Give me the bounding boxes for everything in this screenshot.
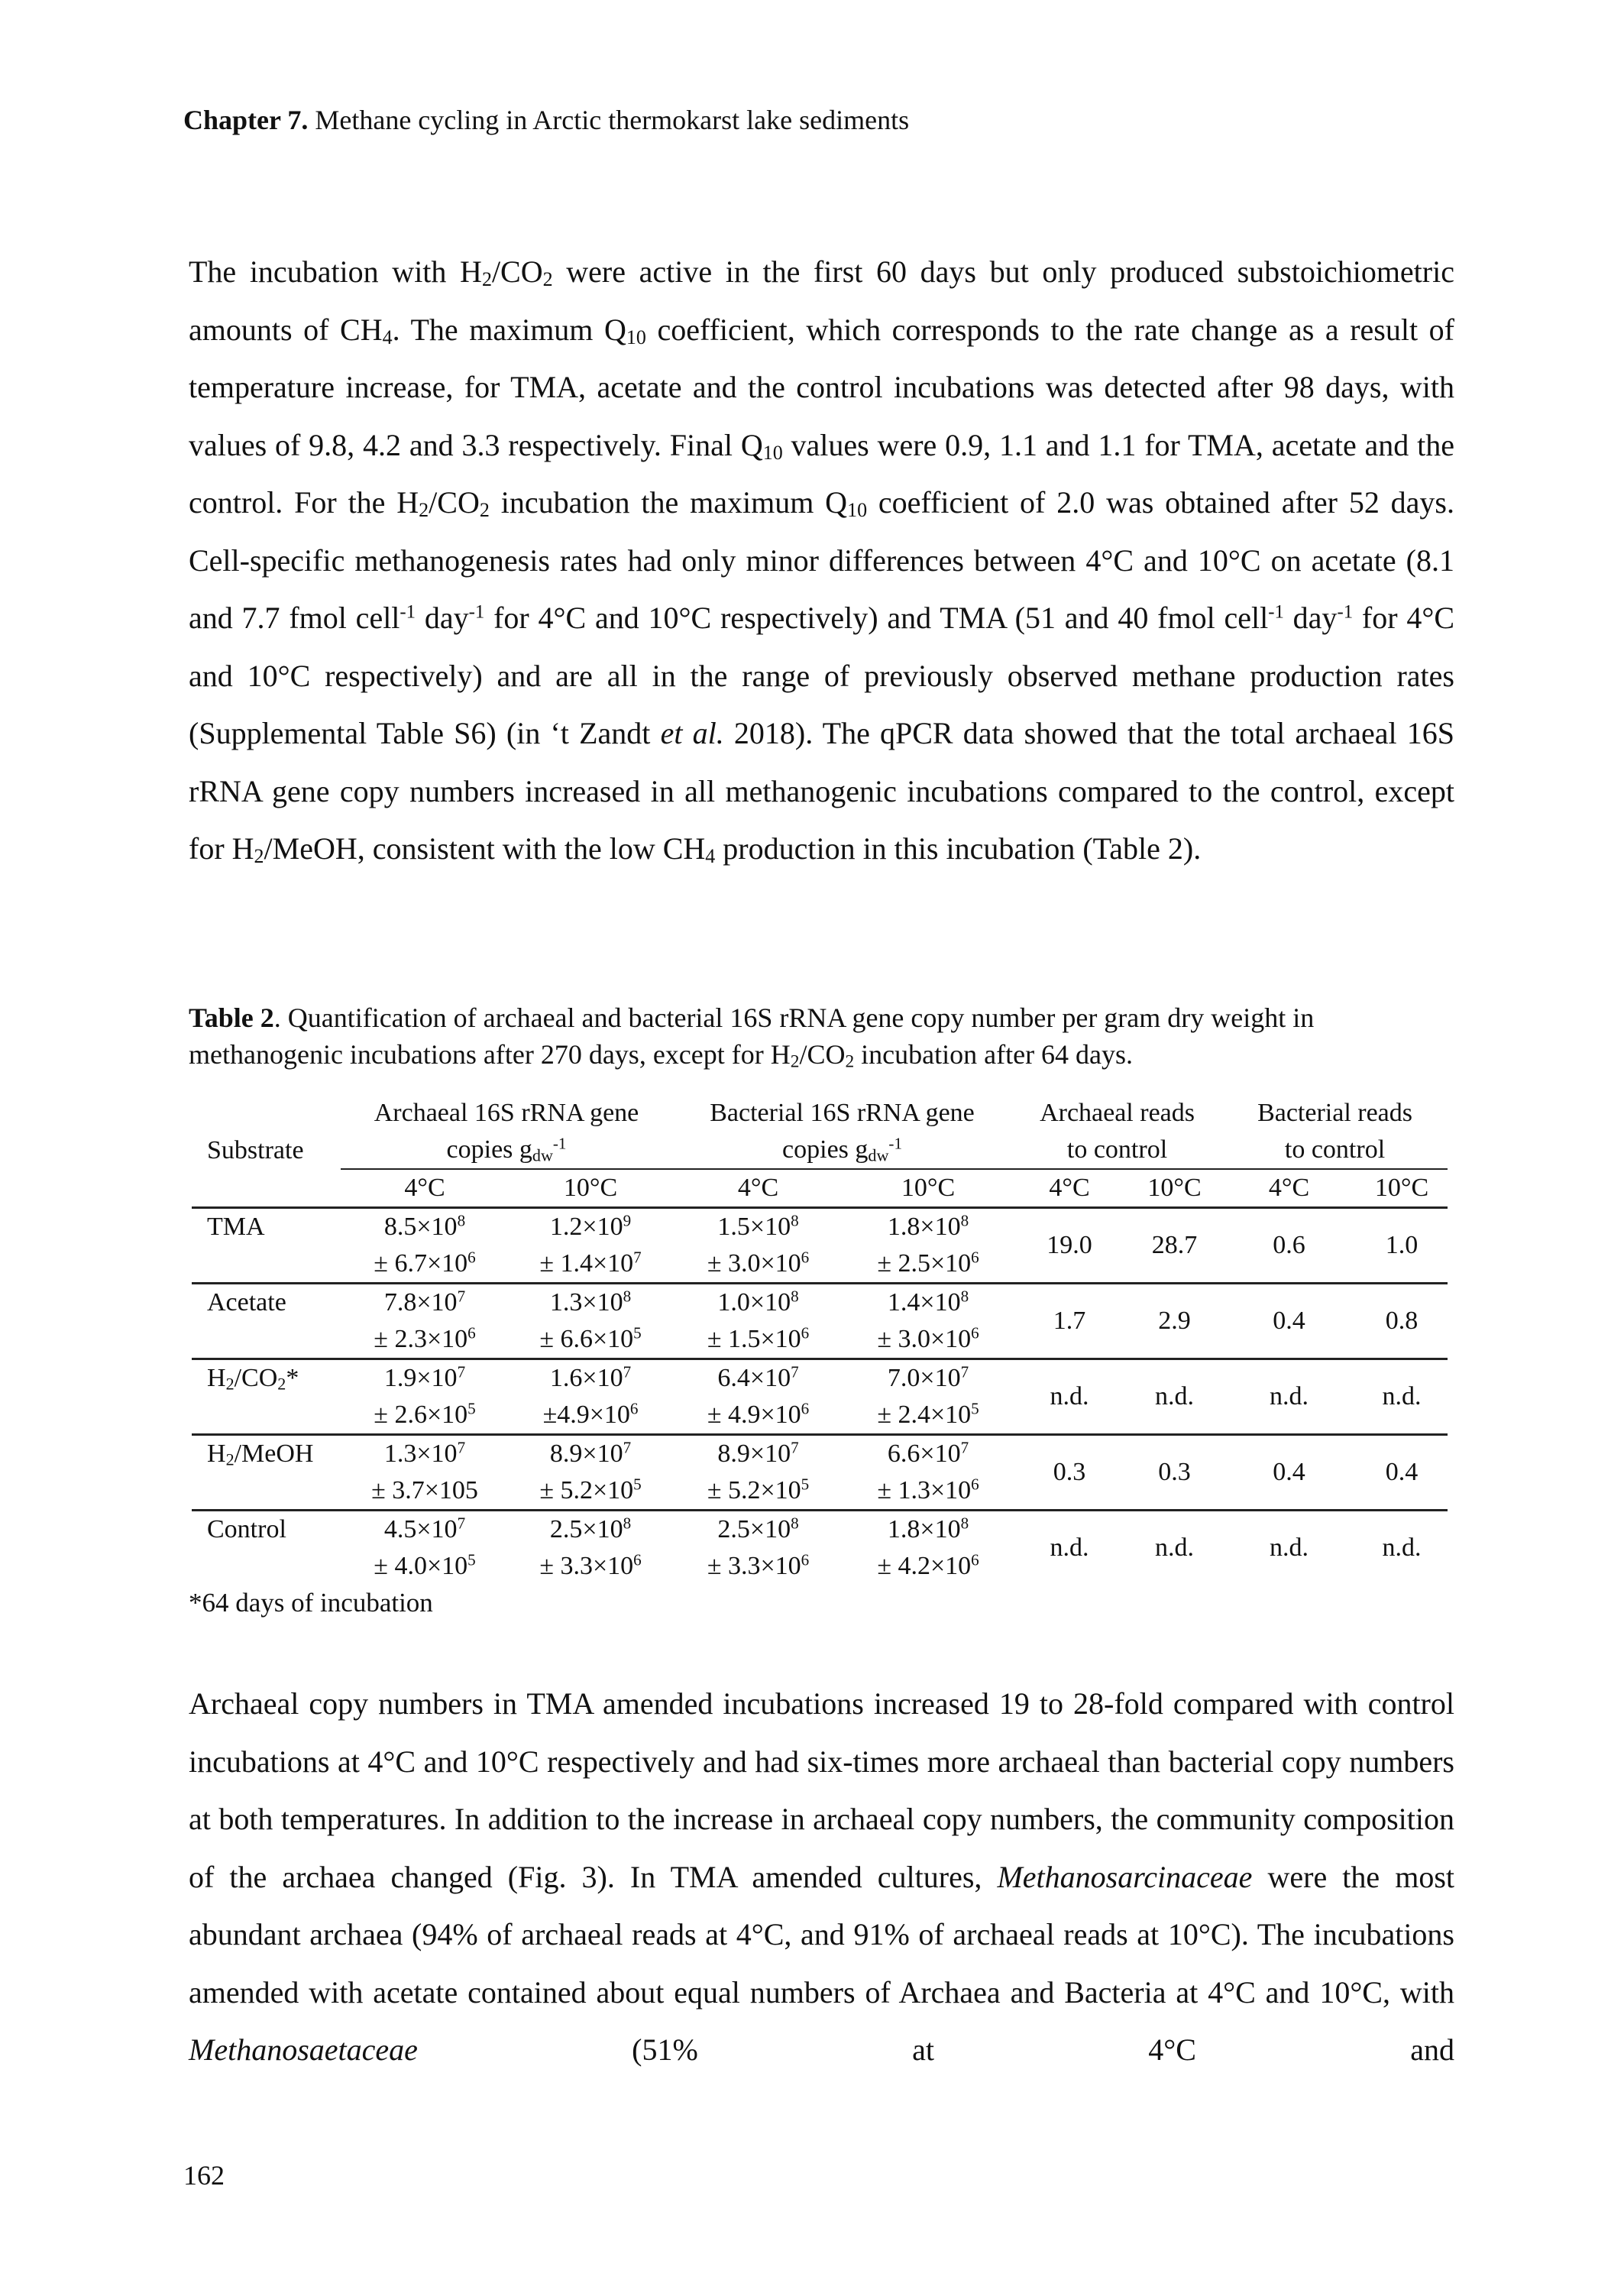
reads-ratio-cell: 19.0 bbox=[1047, 1231, 1092, 1259]
exponent: 5 bbox=[467, 1399, 476, 1418]
paragraph-methanogenesis-rates bbox=[189, 243, 1454, 878]
value: ± 3.3×10 bbox=[707, 1552, 801, 1580]
subscript: 10 bbox=[762, 441, 783, 464]
table-row bbox=[192, 1284, 1448, 1322]
copy-number-cell bbox=[509, 1359, 672, 1397]
text-run: were active in the first 60 days but only produced substoichiometric amounts of CH bbox=[189, 254, 1454, 347]
reads-ratio-cell: 0.6 bbox=[1273, 1231, 1305, 1259]
superscript: -1 bbox=[400, 601, 416, 623]
exponent: 7 bbox=[960, 1362, 969, 1381]
exponent: 8 bbox=[623, 1514, 632, 1533]
copy-number-cell bbox=[341, 1208, 509, 1246]
value: 1.8×10 bbox=[887, 1213, 961, 1241]
value: 1.6×10 bbox=[549, 1364, 623, 1392]
text-run: copies g bbox=[782, 1135, 869, 1164]
text-run: for 4°C and 10°C respectively) and are all in the range of previously observed methane production rates (Supplemental Table S6) (in ‘t Zandt bbox=[189, 601, 1454, 750]
exponent: 8 bbox=[960, 1287, 969, 1306]
copy-sd-cell bbox=[341, 1245, 509, 1284]
copy-sd-cell bbox=[672, 1321, 844, 1359]
superscript: -1 bbox=[1337, 601, 1354, 623]
text-run: * bbox=[286, 1364, 299, 1392]
value: ± 6.7×10 bbox=[374, 1249, 468, 1278]
text-run: /CO bbox=[234, 1364, 278, 1392]
copy-sd-cell bbox=[341, 1321, 509, 1359]
superscript: -1 bbox=[888, 1134, 902, 1153]
exponent: 6 bbox=[633, 1550, 642, 1569]
bold-text: Table 2 bbox=[189, 1002, 274, 1033]
temp-header: 10°C bbox=[1356, 1169, 1448, 1208]
value: ± 2.3×10 bbox=[374, 1325, 468, 1353]
value: ± 1.5×10 bbox=[707, 1325, 801, 1353]
value: ± 2.6×10 bbox=[374, 1401, 468, 1429]
value: 1.9×10 bbox=[383, 1364, 458, 1392]
value: ± 4.9×10 bbox=[707, 1401, 801, 1429]
reads-ratio-cell: n.d. bbox=[1356, 1511, 1448, 1585]
header-bacterial-reads bbox=[1222, 1095, 1448, 1132]
substrate-cell bbox=[192, 1359, 341, 1435]
value: 1.2×10 bbox=[549, 1213, 623, 1241]
exponent: 7 bbox=[623, 1362, 632, 1381]
value: 1.3×10 bbox=[383, 1440, 458, 1468]
copy-sd-cell bbox=[509, 1321, 672, 1359]
copy-sd-cell bbox=[341, 1397, 509, 1435]
value: 6.4×10 bbox=[717, 1364, 791, 1392]
superscript: -1 bbox=[1268, 601, 1284, 623]
header-bacterial-copies bbox=[672, 1095, 1012, 1132]
exponent: 6 bbox=[801, 1248, 810, 1267]
reads-ratio-cell: 2.9 bbox=[1127, 1284, 1222, 1359]
text-run: TMA bbox=[207, 1213, 265, 1241]
text-run: Acetate bbox=[207, 1288, 286, 1317]
reads-ratio-cell: 0.8 bbox=[1356, 1284, 1448, 1359]
temp-header: 10°C bbox=[844, 1169, 1012, 1208]
reads-ratio-cell: 1.0 bbox=[1385, 1231, 1419, 1259]
copy-sd-cell bbox=[509, 1245, 672, 1284]
exponent: 6 bbox=[971, 1550, 979, 1569]
table-footnote: *64 days of incubation bbox=[189, 1588, 433, 1618]
group-unit bbox=[1222, 1132, 1448, 1169]
reads-ratio-cell: 0.4 bbox=[1222, 1284, 1356, 1359]
text-run: coefficient, which corresponds to the rate change as a result of temperature increase, for TMA, acetate and the control incubations was detected after 98 days, with values of 9.8, 4.2 and 3.3 respectively. Final Q bbox=[189, 312, 1454, 462]
text-run: Archaeal copy numbers in TMA amended incubations increased 19 to 28-fold compared with control incubations at 4°C and 10°C respectively and had six-times more archaeal than bacterial copy numbers at both temperatures. In addition to the increase in archaeal copy numbers, the community composition of the archaea changed (Fig. 3). In TMA amended cultures, bbox=[189, 1686, 1454, 1894]
copy-number-cell bbox=[672, 1359, 844, 1397]
exponent: 9 bbox=[623, 1211, 632, 1230]
temp-header: 4°C bbox=[1222, 1169, 1356, 1208]
text-run: incubation the maximum Q bbox=[489, 485, 848, 520]
copy-sd-cell bbox=[672, 1397, 844, 1435]
value: ± 2.5×10 bbox=[877, 1249, 972, 1278]
exponent: 5 bbox=[971, 1399, 979, 1418]
text-run: to control bbox=[1066, 1135, 1168, 1164]
copy-number-cell bbox=[672, 1284, 844, 1322]
copy-sd-cell bbox=[509, 1397, 672, 1435]
copy-number-cell bbox=[672, 1435, 844, 1473]
copy-number-cell bbox=[844, 1284, 1012, 1322]
text-run: /MeOH, consistent with the low CH bbox=[264, 831, 706, 866]
copy-sd-cell bbox=[844, 1548, 1012, 1585]
copy-number-cell bbox=[509, 1435, 672, 1473]
text-run: . Quantification of archaeal and bacterial 16S rRNA gene copy number per gram dry weight in methanogenic incubations after 270 days, except for H bbox=[189, 1002, 1315, 1070]
temp-header: 4°C bbox=[341, 1169, 509, 1208]
table-row bbox=[192, 1208, 1448, 1246]
exponent: 7 bbox=[623, 1438, 632, 1457]
exponent: 5 bbox=[633, 1475, 642, 1494]
value: ± 2.4×10 bbox=[877, 1401, 972, 1429]
text-run: 2018). The qPCR data showed that the total archaeal 16S rRNA gene copy numbers increased in all methanogenic incubations compared to the control, except for H bbox=[189, 716, 1455, 866]
copy-number-cell bbox=[844, 1435, 1012, 1473]
italic-text: et al. bbox=[660, 716, 724, 750]
subscript: 10 bbox=[847, 499, 868, 522]
text-run: incubation after 64 days. bbox=[854, 1039, 1134, 1070]
copy-number-cell bbox=[844, 1511, 1012, 1549]
copy-number-cell bbox=[341, 1435, 509, 1473]
subscript: 2 bbox=[254, 845, 264, 868]
temp-header: 10°C bbox=[509, 1169, 672, 1208]
italic-text: Methanosarcinaceae bbox=[997, 1859, 1253, 1894]
header-substrate: Substrate bbox=[207, 1136, 304, 1164]
exponent: 7 bbox=[633, 1248, 642, 1267]
table-row bbox=[192, 1435, 1448, 1473]
value: 1.0×10 bbox=[717, 1288, 791, 1317]
value: 8.9×10 bbox=[549, 1440, 623, 1468]
text-run: H bbox=[207, 1440, 226, 1468]
exponent: 6 bbox=[801, 1323, 810, 1342]
subscript: 2 bbox=[790, 1051, 800, 1072]
value: 8.9×10 bbox=[717, 1440, 791, 1468]
value: ± 3.0×10 bbox=[707, 1249, 801, 1278]
value: ± 3.0×10 bbox=[877, 1325, 972, 1353]
copy-sd-cell bbox=[844, 1321, 1012, 1359]
table-caption bbox=[189, 999, 1449, 1073]
copy-number-cell bbox=[672, 1511, 844, 1549]
reads-ratio-cell: 0.4 bbox=[1356, 1435, 1448, 1511]
text-run: for 4°C and 10°C respectively) and TMA (51 and 40 fmol cell bbox=[484, 601, 1269, 635]
exponent: 6 bbox=[971, 1323, 979, 1342]
subscript: 2 bbox=[481, 268, 492, 291]
temp-header: 4°C bbox=[1012, 1169, 1127, 1208]
text-run: H bbox=[207, 1364, 226, 1392]
value: 2.5×10 bbox=[717, 1515, 791, 1543]
subscript: 10 bbox=[626, 325, 646, 348]
exponent: 7 bbox=[457, 1514, 466, 1533]
chapter-label: Chapter 7. bbox=[183, 105, 309, 135]
group-unit bbox=[672, 1132, 1012, 1169]
copy-number-cell bbox=[509, 1511, 672, 1549]
exponent: 5 bbox=[467, 1550, 476, 1569]
copy-sd-cell bbox=[672, 1548, 844, 1585]
copy-number-cell bbox=[672, 1208, 844, 1246]
header-archaeal-reads bbox=[1012, 1095, 1222, 1132]
table-row bbox=[192, 1359, 1448, 1397]
reads-ratio-cell: n.d. bbox=[1127, 1511, 1222, 1585]
temp-header: 10°C bbox=[1127, 1169, 1222, 1208]
text-run: day bbox=[416, 601, 469, 635]
copy-sd-cell bbox=[341, 1548, 509, 1585]
value: 6.6×10 bbox=[887, 1440, 961, 1468]
substrate-cell bbox=[192, 1208, 341, 1284]
copy-sd-cell bbox=[844, 1397, 1012, 1435]
group-label: Archaeal 16S rRNA gene bbox=[374, 1099, 639, 1127]
copy-sd-cell bbox=[341, 1472, 509, 1511]
subscript: 2 bbox=[845, 1051, 855, 1072]
copy-number-cell bbox=[844, 1359, 1012, 1397]
text-run: The incubation with H bbox=[189, 254, 482, 289]
subscript: 4 bbox=[705, 845, 716, 868]
exponent: 7 bbox=[791, 1362, 799, 1381]
empty-cell bbox=[192, 1169, 341, 1208]
text-run: day bbox=[1283, 601, 1338, 635]
paragraph-community-composition bbox=[189, 1675, 1454, 2079]
value: ± 4.2×10 bbox=[877, 1552, 972, 1580]
reads-ratio-cell: n.d. bbox=[1012, 1511, 1127, 1585]
exponent: 6 bbox=[467, 1248, 476, 1267]
superscript: -1 bbox=[552, 1134, 567, 1153]
qpcr-table bbox=[192, 1095, 1448, 1585]
running-header bbox=[183, 104, 909, 136]
superscript: -1 bbox=[468, 601, 485, 623]
reads-ratio-cell: n.d. bbox=[1127, 1359, 1222, 1435]
text-run: /CO bbox=[799, 1039, 846, 1070]
value: 7.8×10 bbox=[383, 1288, 458, 1317]
value: ±4.9×10 bbox=[542, 1401, 630, 1429]
group-label: Archaeal reads bbox=[1040, 1099, 1195, 1127]
reads-ratio-cell: 0.3 bbox=[1012, 1435, 1127, 1511]
text-run: . The maximum Q bbox=[392, 312, 626, 347]
value: 7.0×10 bbox=[887, 1364, 961, 1392]
reads-ratio-cell: 1.7 bbox=[1012, 1284, 1127, 1359]
exponent: 5 bbox=[801, 1475, 810, 1494]
text-run: were the most abundant archaea (94% of archaeal reads at 4°C, and 91% of archaeal reads at 10°C). The incubations amended with acetate contained about equal numbers of Archaea and Bacteria at 4°C and 10°C, with bbox=[189, 1859, 1455, 2010]
subscript: 4 bbox=[382, 325, 393, 348]
text-run: /CO bbox=[491, 254, 543, 289]
copy-number-cell bbox=[341, 1284, 509, 1322]
exponent: 6 bbox=[971, 1248, 979, 1267]
copy-sd-cell bbox=[844, 1472, 1012, 1511]
chapter-title: Methane cycling in Arctic thermokarst lake sediments bbox=[308, 105, 910, 135]
reads-ratio-cell: n.d. bbox=[1222, 1511, 1356, 1585]
value: ± 1.4×10 bbox=[539, 1249, 634, 1278]
copy-sd-cell bbox=[672, 1245, 844, 1284]
value: 4.5×10 bbox=[383, 1515, 458, 1543]
subscript: 2 bbox=[542, 268, 553, 291]
value: ± 4.0×10 bbox=[374, 1552, 468, 1580]
exponent: 6 bbox=[467, 1323, 476, 1342]
reads-ratio-cell: n.d. bbox=[1222, 1359, 1356, 1435]
exponent: 8 bbox=[791, 1287, 799, 1306]
text-run: Control bbox=[207, 1515, 286, 1543]
copy-sd-cell bbox=[672, 1472, 844, 1511]
copy-number-cell bbox=[509, 1208, 672, 1246]
exponent: 7 bbox=[457, 1362, 466, 1381]
value: ± 1.3×10 bbox=[877, 1476, 972, 1504]
text-run: (51% at 4°C and bbox=[417, 2032, 1454, 2067]
exponent: 7 bbox=[791, 1438, 799, 1457]
exponent: 8 bbox=[457, 1211, 466, 1230]
value: ± 5.2×10 bbox=[539, 1476, 634, 1504]
copy-sd-cell bbox=[844, 1245, 1012, 1284]
value: ± 6.6×10 bbox=[539, 1325, 634, 1353]
value: 1.3×10 bbox=[549, 1288, 623, 1317]
exponent: 8 bbox=[791, 1514, 799, 1533]
copy-number-cell bbox=[341, 1359, 509, 1397]
subscript: 2 bbox=[277, 1374, 286, 1394]
exponent: 7 bbox=[457, 1438, 466, 1457]
exponent: 8 bbox=[960, 1514, 969, 1533]
substrate-cell bbox=[192, 1435, 341, 1511]
subscript: dw bbox=[868, 1145, 889, 1165]
subscript: 2 bbox=[225, 1374, 235, 1394]
value: 1.4×10 bbox=[887, 1288, 961, 1317]
copy-number-cell bbox=[341, 1511, 509, 1549]
subscript: dw bbox=[532, 1145, 553, 1165]
temp-header: 4°C bbox=[672, 1169, 844, 1208]
value: ± 3.7×105 bbox=[371, 1476, 478, 1504]
header-archaeal-copies bbox=[341, 1095, 672, 1132]
group-unit bbox=[1012, 1132, 1222, 1169]
text-run: values were 0.9, 1.1 and 1.1 for TMA, acetate and the control. For the H bbox=[189, 427, 1454, 520]
value: 1.8×10 bbox=[887, 1515, 961, 1543]
text-run: to control bbox=[1284, 1135, 1386, 1164]
page-number: 162 bbox=[183, 2160, 225, 2191]
group-label: Bacterial reads bbox=[1257, 1099, 1412, 1127]
subscript: 2 bbox=[479, 499, 490, 522]
group-label: Bacterial 16S rRNA gene bbox=[710, 1099, 975, 1127]
subscript: 2 bbox=[225, 1449, 235, 1469]
text-run: copies g bbox=[446, 1135, 532, 1164]
exponent: 6 bbox=[801, 1550, 810, 1569]
exponent: 7 bbox=[457, 1287, 466, 1306]
copy-sd-cell bbox=[509, 1472, 672, 1511]
temperature-row bbox=[192, 1169, 1448, 1208]
reads-ratio-cell: 0.4 bbox=[1222, 1435, 1356, 1511]
reads-ratio-cell: 0.3 bbox=[1127, 1435, 1222, 1511]
copy-number-cell bbox=[509, 1284, 672, 1322]
exponent: 6 bbox=[971, 1475, 979, 1494]
text-run: /CO bbox=[429, 485, 480, 520]
text-run: /MeOH bbox=[234, 1440, 314, 1468]
value: ± 3.3×10 bbox=[539, 1552, 634, 1580]
table-row bbox=[192, 1511, 1448, 1549]
exponent: 8 bbox=[960, 1211, 969, 1230]
exponent: 6 bbox=[801, 1399, 810, 1418]
reads-ratio-cell: n.d. bbox=[1356, 1359, 1448, 1435]
copy-sd-cell bbox=[509, 1548, 672, 1585]
value: 1.5×10 bbox=[717, 1213, 791, 1241]
exponent: 8 bbox=[791, 1211, 799, 1230]
exponent: 8 bbox=[623, 1287, 632, 1306]
exponent: 6 bbox=[629, 1399, 639, 1418]
copy-number-cell bbox=[844, 1208, 1012, 1246]
group-unit bbox=[341, 1132, 672, 1169]
reads-ratio-cell: 28.7 bbox=[1151, 1231, 1198, 1259]
text-run: production in this incubation (Table 2). bbox=[715, 831, 1202, 866]
substrate-cell bbox=[192, 1284, 341, 1359]
text-run: coefficient of 2.0 was obtained after 52 days. Cell-specific methanogenesis rates had only minor differences between 4°C and 10°C on acetate (8.1 and 7.7 fmol cell bbox=[189, 485, 1454, 635]
exponent: 7 bbox=[960, 1438, 969, 1457]
value: ± 5.2×10 bbox=[707, 1476, 801, 1504]
italic-text: Methanosaetaceae bbox=[189, 2032, 418, 2067]
substrate-cell bbox=[192, 1511, 341, 1585]
value: 8.5×10 bbox=[383, 1213, 458, 1241]
subscript: 2 bbox=[419, 499, 429, 522]
value: 2.5×10 bbox=[549, 1515, 623, 1543]
exponent: 5 bbox=[633, 1323, 642, 1342]
reads-ratio-cell: n.d. bbox=[1012, 1359, 1127, 1435]
